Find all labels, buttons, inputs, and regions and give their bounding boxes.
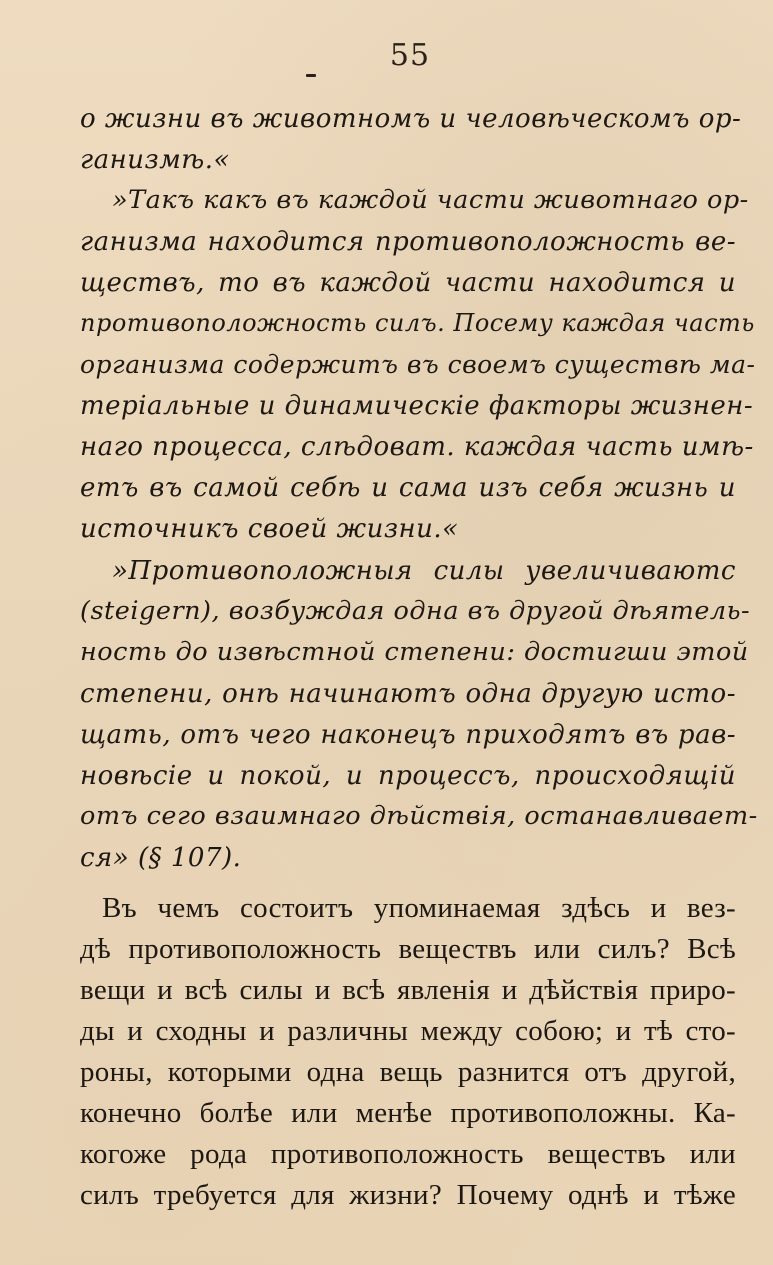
text-line: ществъ, то въ каждой части находится и	[80, 268, 736, 298]
text-line: »Противоположныя силы увеличиваютс	[112, 556, 736, 586]
text-line: конечно болѣе или менѣе противоположны. Ка-	[80, 1097, 736, 1129]
text-line: (steigern), возбуждая одна въ другой дѣятель-	[80, 596, 751, 626]
text-line: ганизмѣ.«	[80, 145, 230, 175]
text-line: силъ требуется для жизни? Почему однѣ и тѣже	[80, 1179, 736, 1211]
text-line: источникъ своей жизни.«	[80, 514, 459, 544]
text-line: отъ сего взаимнаго дѣйствія, останавливает-	[80, 801, 758, 831]
text-line: етъ въ самой себѣ и сама изъ себя жизнь и	[80, 473, 736, 503]
text-line: ся» (§ 107).	[80, 843, 242, 873]
page-number: 55	[389, 38, 431, 73]
text-line: наго процесса, слѣдоват. каждая часть имѣ-	[80, 432, 754, 462]
text-line: ды и сходны и различны между собою; и тѣ сто-	[80, 1015, 736, 1047]
text-line: степени, онѣ начинаютъ одна другую исто-	[80, 679, 736, 709]
text-line: ность до извѣстной степени: достигши этой	[80, 637, 749, 667]
text-line: ганизма находится противоположность ве-	[80, 227, 736, 257]
text-line: роны, которыми одна вещь разнится отъ другой,	[80, 1056, 736, 1088]
text-line: »Такъ какъ въ каждой части животнаго ор-	[112, 185, 749, 215]
text-line: когоже рода противоположность веществъ или	[80, 1138, 736, 1170]
text-line: вещи и всѣ силы и всѣ явленія и дѣйствія приро-	[80, 974, 736, 1006]
text-line: дѣ противоположность веществъ или силъ? Всѣ	[80, 933, 736, 965]
text-line: организма содержитъ въ своемъ существѣ ма-	[80, 350, 756, 379]
text-line: теріальные и динамическіе факторы жизнен-	[80, 391, 754, 421]
text-line: о жизни въ животномъ и человѣческомъ ор-	[80, 104, 742, 134]
text-line: новѣсіе и покой, и процессъ, происходящій	[80, 761, 736, 791]
text-line: противоположность силъ. Посему каждая часть	[80, 309, 755, 337]
text-line: щать, отъ чего наконецъ приходятъ въ рав-	[80, 720, 736, 750]
text-line: Въ чемъ состоитъ упоминаемая здѣсь и вез-	[102, 892, 736, 924]
